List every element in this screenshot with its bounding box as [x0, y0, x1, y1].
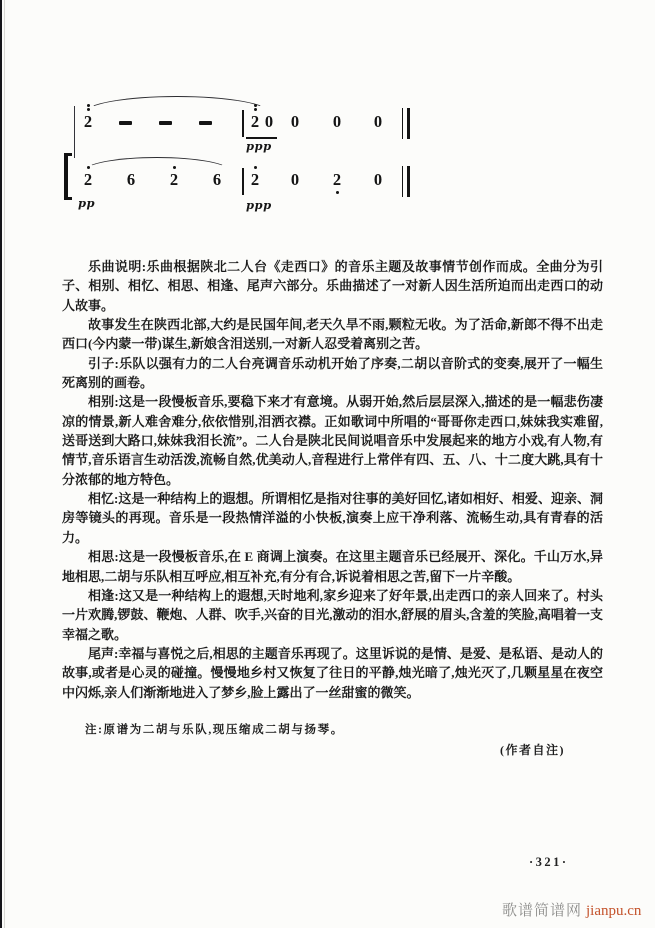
paragraph-xiangyi: 相忆:这是一种结构上的遐想。所谓相忆是指对往事的美好回忆,诸如相好、相爱、迎亲、洞房等镜头的再现。音乐是一段热情洋溢的小快板,演奏上应干净利落、流畅生动,具有青春的活力。 — [62, 491, 603, 545]
paragraph-weisheng: 尾声:幸福与喜悦之后,相思的主题音乐再现了。这里诉说的是情、是爱、是私语、是动人的故事,或者是心灵的碰撞。慢慢地乡村又恢复了往日的平静,烛光暗了,烛光灭了,几颗星星在夜空中闪烁,亲人们渐渐地进入了梦乡,脸上露出了一丝甜蜜的微笑。 — [62, 645, 603, 700]
dynamic-marking: ppp — [246, 198, 272, 212]
jianpu-note: 0 — [264, 112, 274, 131]
dynamic-marking: pp — [78, 196, 96, 210]
jianpu-note: 2 — [247, 171, 263, 188]
editor-note: 注:原谱为二胡与乐队,现压缩成二胡与扬琴。 — [85, 724, 344, 737]
watermark-url: jianpu.cn — [586, 903, 642, 919]
duration-dash — [159, 121, 172, 125]
jianpu-note: 0 — [373, 112, 383, 131]
jianpu-note: 2 — [80, 113, 96, 130]
watermark-site-name: 歌谱简谱网 — [502, 903, 583, 919]
author-note: (作者自注) — [500, 742, 565, 757]
duration-dash — [119, 121, 132, 125]
body-text — [62, 257, 603, 760]
watermark — [502, 899, 641, 920]
paragraph-story-background: 故事发生在陕西北部,大约是民国年间,老天久旱不雨,颗粒无收。为了活命,新郎不得不出走西口(今内蒙一带)谋生,新娘含泪送别,一对新人忍受着离别之苦。 — [62, 317, 603, 352]
jianpu-note: 0 — [290, 112, 300, 131]
octave-dot-below — [336, 191, 339, 194]
barline — [242, 110, 244, 137]
jianpu-note: 6 — [126, 170, 136, 189]
barline — [242, 168, 244, 195]
score — [0, 0, 655, 235]
eighth-note-underline — [246, 137, 277, 139]
jianpu-note: 2 — [329, 171, 345, 188]
octave-dot-above — [173, 166, 176, 169]
paragraph-music-description: 乐曲说明:乐曲根据陕北二人台《走西口》的音乐主题及故事情节创作而成。全曲分为引子、相别、相忆、相思、相逢、尾声六部分。乐曲描述了一对新人因生活所迫而出走西口的动人故事。 — [62, 259, 603, 313]
jianpu-note: 2 — [247, 113, 263, 130]
jianpu-note: 6 — [212, 170, 222, 189]
staff-bracket — [64, 154, 71, 199]
jianpu-note: 2 — [80, 171, 96, 188]
octave-dot-above — [87, 166, 90, 169]
paragraph-xiangfeng: 相逢:这又是一种结构上的遐想,天时地利,家乡迎来了好年景,出走西口的亲人回来了。村头一片欢腾,锣鼓、鞭炮、人群、吹手,兴奋的目光,激动的泪水,舒展的眉头,含羞的笑脸,高唱着一支幸福之歌。 — [62, 587, 603, 642]
jianpu-note: 0 — [373, 170, 383, 189]
octave-dot-above — [254, 166, 257, 169]
dynamic-marking: ppp — [246, 139, 272, 153]
paragraph-xiangsi: 相思:这是一段慢板音乐,在 E 商调上演奏。在这里主题音乐已经展开、深化。千山万水,异地相思,二胡与乐队相互呼应,相互补充,有分有合,诉说着相思之苦,留下一片辛酸。 — [62, 549, 603, 584]
jianpu-note: 0 — [290, 170, 300, 189]
octave-dot-above — [87, 104, 90, 107]
jianpu-note: 0 — [332, 112, 342, 131]
paragraph-xiangbie: 相别:这是一段慢板音乐,要稳下来才有意境。从弱开始,然后层层深入,描述的是一幅悲伤凄凉的情景,新人难舍难分,依依惜别,泪洒衣襟。正如歌词中所唱的“哥哥你走西口,妹妹我实难留,送哥送到大路口,妹妹我泪长流”。二人台是陕北民间说唱音乐中发展起来的地方小戏,有人物,有情节,音乐语言生动活泼,流畅自然,优美动人,音程进行上常伴有四、五、八、十二度大跳,具有十分浓郁的地方特色。 — [62, 394, 603, 487]
paragraph-yinzi: 引子:乐队以强有力的二人台亮调音乐动机开始了序奏,二胡以音阶式的变奏,展开了一幅生死离别的画卷。 — [62, 355, 603, 391]
page-number: ·321· — [529, 855, 569, 869]
octave-dot-above — [254, 108, 257, 111]
slur-arc — [84, 157, 230, 171]
octave-dot-above — [254, 104, 257, 107]
final-barline — [402, 166, 410, 197]
octave-dot-above — [87, 108, 90, 111]
system-line — [74, 106, 75, 158]
duration-dash — [199, 121, 212, 125]
final-barline — [402, 108, 410, 139]
jianpu-note: 2 — [166, 171, 182, 188]
